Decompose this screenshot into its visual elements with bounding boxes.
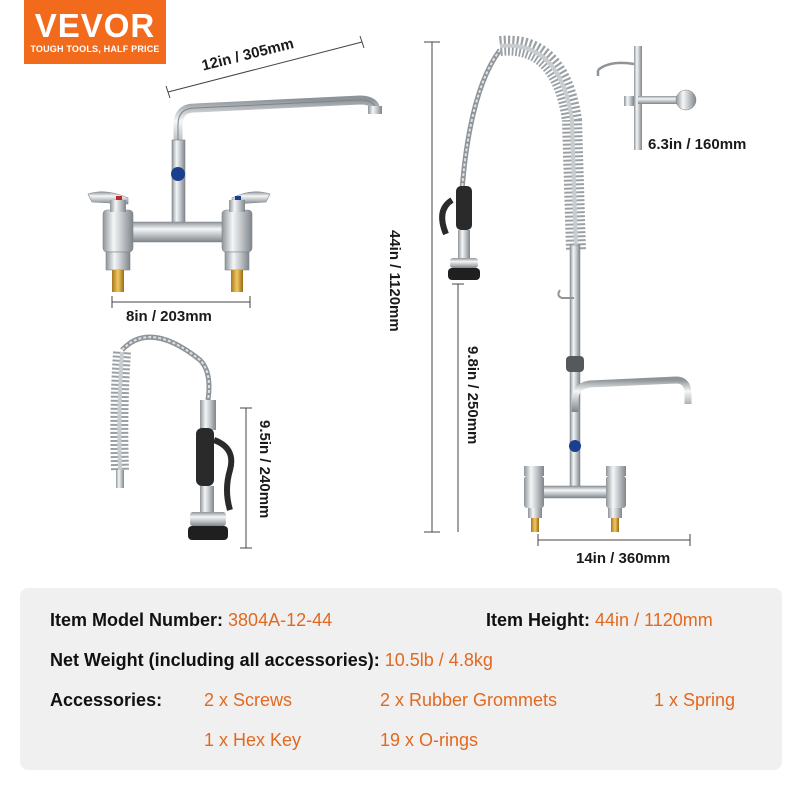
- net-weight-value: 10.5lb / 4.8kg: [384, 650, 493, 670]
- item-height-label: Item Height:: [486, 610, 591, 630]
- net-weight-label: Net Weight (including all accessories):: [50, 650, 380, 670]
- spout-length-label: 12in / 305mm: [200, 35, 296, 75]
- item-height-row: [486, 610, 713, 631]
- spray-hose-label: 9.8in / 250mm: [464, 346, 481, 445]
- item-height-value: 44in / 1120mm: [595, 610, 713, 630]
- accessory-item: 1 x Hex Key: [204, 730, 302, 750]
- model-number-row: [50, 610, 332, 631]
- total-height-label: 44in / 1120mm: [386, 230, 403, 332]
- wall-bracket-label: 6.3in / 160mm: [648, 136, 747, 153]
- accessory-item: 2 x Rubber Grommets: [380, 690, 558, 710]
- model-number-value: 3804A-12-44: [228, 610, 333, 630]
- height-dimension-line: [424, 42, 464, 532]
- accessories-label-row: [50, 690, 162, 711]
- spray-valve-label: 9.5in / 240mm: [256, 420, 273, 519]
- accessories-label: Accessories:: [50, 690, 163, 710]
- base-width-label: 14in / 360mm: [576, 550, 671, 567]
- logo-brand: VEVOR: [34, 7, 156, 44]
- net-weight-row: [50, 650, 493, 671]
- accessory-item: 1 x Spring: [654, 690, 736, 710]
- deck-faucet-illustration: [88, 36, 382, 308]
- accessory-item: 2 x Screws: [204, 690, 293, 710]
- logo-tagline: TOUGH TOOLS, HALF PRICE: [30, 44, 160, 54]
- accessory-item: 19 x O-rings: [380, 730, 479, 750]
- wall-bracket-illustration: [598, 46, 696, 150]
- faucet-width-label: 8in / 203mm: [126, 308, 212, 325]
- spray-valve-illustration: [116, 337, 252, 548]
- pre-rinse-unit-illustration: [442, 46, 690, 546]
- model-number-label: Item Model Number:: [50, 610, 224, 630]
